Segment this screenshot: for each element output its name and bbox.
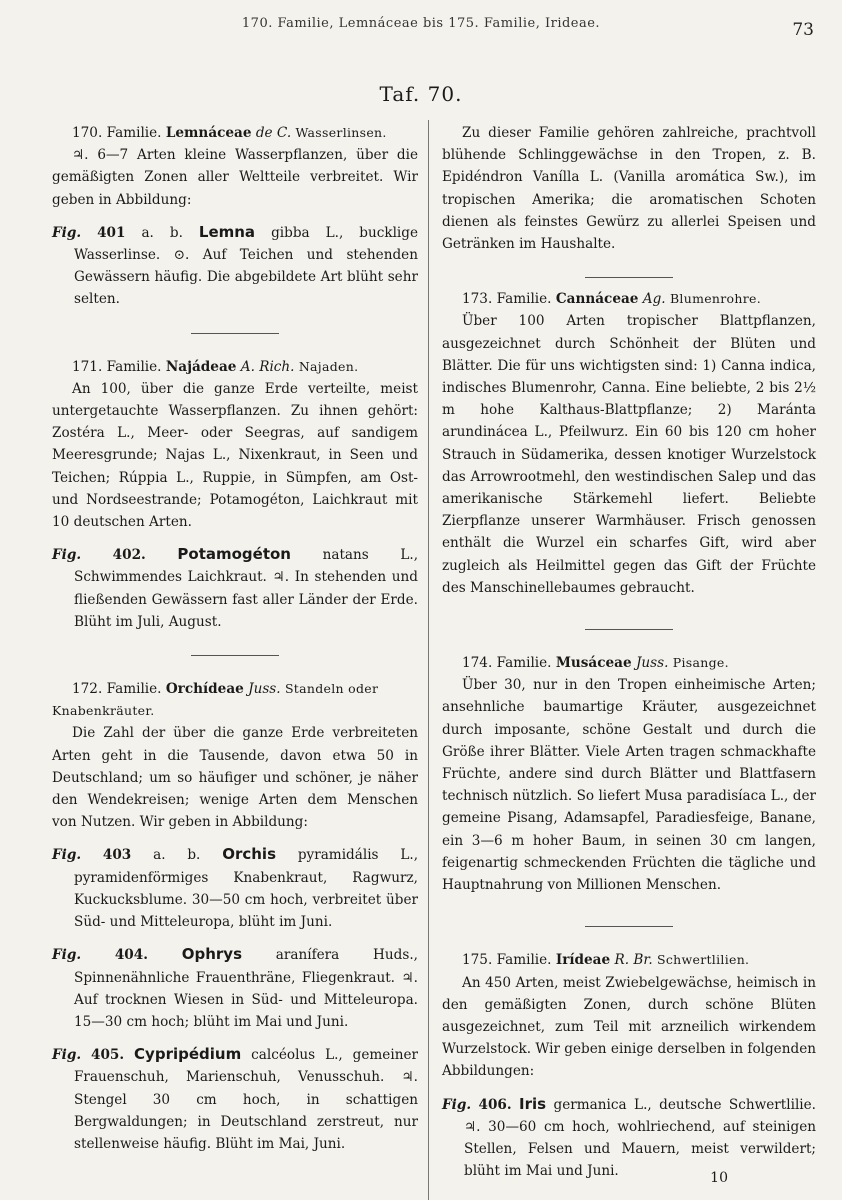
figure-text: natans L., Schwimmendes Laichkraut. ♃. In stehenden und fließenden Gewässern fast aller Länder der Erde. Blüht im Juli, August. bbox=[74, 547, 419, 630]
figure-number: 405. bbox=[91, 1047, 125, 1064]
figure-number: 404. bbox=[114, 947, 148, 964]
figure-number: 403 bbox=[102, 847, 132, 864]
figure-entry-406 bbox=[442, 1093, 816, 1183]
family-latin-name: Cannáceae bbox=[555, 291, 639, 308]
family-heading bbox=[442, 288, 816, 310]
family-author: R. Br. bbox=[614, 952, 653, 969]
family-171 bbox=[52, 356, 418, 633]
figure-entry-401 bbox=[52, 221, 418, 311]
family-common-name: Blumenrohre. bbox=[669, 291, 761, 307]
figure-genus: Potamogéton bbox=[177, 545, 291, 564]
family-170 bbox=[52, 122, 418, 311]
column-divider bbox=[428, 120, 429, 1200]
family-173 bbox=[442, 288, 816, 599]
family-text: Über 30, nur in den Tropen einheimische Arten; ansehnliche baumartige Kräuter, ausgezeichnet durch imposante, schöne Gestalt und durch die Größe ihrer Blätter. Viele Arten tragen schmackhafte Früchte, andere sind durch Blätter und Blattfasern technisch nützlich. So liefert Musa paradisíaca L., der gemeine Pisang, Adamsapfel, Paradiesfeige, Banane, ein 3—6 m hoher Baum, in seinen 30 cm langen, feigenartig schmeckenden Früchten die tägliche und Hauptnahrung von Millionen Menschen. bbox=[442, 677, 816, 894]
figure-sub: a. b. bbox=[153, 847, 201, 864]
figure-entry-405 bbox=[52, 1043, 418, 1155]
family-heading bbox=[52, 122, 418, 144]
family-author: de C. bbox=[255, 125, 292, 141]
figure-number: 406. bbox=[478, 1096, 512, 1113]
figure-genus: Iris bbox=[519, 1094, 547, 1113]
family-author: Juss. bbox=[635, 655, 669, 672]
family-latin-name: Lemnáceae bbox=[165, 125, 252, 141]
family-intro: Die Zahl der über die ganze Erde verbreiteten Arten geht in die Tausende, davon etwa 50 in Deutschland; um so häufiger und schöner, je näher den Wendekreisen; wenige Arten dem Menschen von Nutzen. Wir geben in Abbildung: bbox=[52, 725, 418, 831]
figure-genus: Ophrys bbox=[181, 945, 243, 964]
page-number: 73 bbox=[792, 20, 814, 40]
family-number: 171. Familie. bbox=[72, 358, 162, 375]
family-number: 172. Familie. bbox=[72, 681, 162, 698]
family-heading bbox=[52, 678, 418, 722]
family-172-continuation: Zu dieser Familie gehören zahlreiche, prachtvoll blühende Schlinggewächse in den Tropen, z. B. Epidéndron Vanílla L. (Vanilla aromática Sw.), im tropischen Amerika; die aromatischen Schoten dienen als feinstes Gewürz zu allerlei Speisen und Getränken im Haushalte. bbox=[442, 125, 816, 253]
figure-text: calcéolus L., gemeiner Frauenschuh, Marienschuh, Venusschuh. ♃. Stengel 30 cm hoch, in schattigen Bergwaldungen; in Deutschland zerstreut, nur stellenweise häufig. Blüht im Mai, Juni. bbox=[74, 1047, 418, 1152]
family-text: Über 100 Arten tropischer Blattpflanzen, ausgezeichnet durch Schönheit der Blüten und Blätter. Die für uns wichtigsten sind: 1) Canna indica, indisches Blumenrohr, Canna. Eine beliebte, 2 bis 2½ m hohe Kalthaus-Blattpflanze; 2) Maránta arundinácea L., Pfeilwurz. Ein 60 bis 120 cm hoher Strauch in Südamerika, dessen knotiger Wurzelstock das Arrowrootmehl, den westindischen Salep und das amerikanische Stärkemehl liefert. Beliebte Zierpflanze unserer Warmhäuser. Frisch genossen enthält die Wurzel ein scharfes Gift, wird aber zugleich als Heilmittel gegen das Gift der Früchte des Manschinellebaumes gebraucht. bbox=[442, 313, 816, 596]
family-common-name: Standeln oder Knabenkräuter. bbox=[52, 681, 379, 719]
figure-label: Fig. bbox=[52, 847, 82, 864]
family-heading bbox=[442, 652, 816, 674]
sheet-number: 10 bbox=[710, 1170, 728, 1186]
left-column bbox=[52, 122, 418, 1180]
figure-entry-403 bbox=[52, 843, 418, 933]
family-172 bbox=[52, 678, 418, 1155]
right-column bbox=[442, 122, 816, 1180]
figure-number: 401 bbox=[97, 224, 126, 241]
figure-entry-404 bbox=[52, 943, 418, 1033]
family-latin-name: Najádeae bbox=[165, 358, 237, 375]
figure-text: gibba L., bucklige Wasserlinse. ⊙. Auf Teichen und stehenden Gewässern häufig. Die abgebildete Art blüht sehr selten. bbox=[74, 224, 419, 308]
family-intro: ♃. 6—7 Arten kleine Wasserpflanzen, über die gemäßigten Zonen aller Weltteile verbreitet. Wir geben in Abbildung: bbox=[52, 147, 418, 208]
family-intro: An 450 Arten, meist Zwiebelgewächse, heimisch in den gemäßigten Zonen, durch schöne Blüten ausgezeichnet, zum Teil mit arzneilich wirkendem Wurzelstock. Wir geben einige derselben in folgenden Abbildungen: bbox=[442, 974, 816, 1080]
family-common-name: Najaden. bbox=[298, 358, 359, 374]
figure-label: Fig. bbox=[52, 947, 82, 964]
family-common-name: Schwertlilien. bbox=[657, 952, 750, 968]
figure-genus: Lemna bbox=[198, 222, 256, 241]
figure-label: Fig. bbox=[52, 1047, 82, 1064]
figure-text: germanica L., deutsche Schwertlilie. ♃. 30—60 cm hoch, wohlriechend, auf steinigen Stellen, Felsen und Mauern, meist verwildert; blüht im Mai und Juni. bbox=[464, 1096, 816, 1180]
figure-label: Fig. bbox=[442, 1096, 472, 1113]
family-heading bbox=[52, 356, 418, 378]
family-author: A. Rich. bbox=[240, 358, 295, 375]
plate-title: Taf. 70. bbox=[379, 82, 463, 106]
figure-sub: a. b. bbox=[141, 224, 183, 241]
family-intro: An 100, über die ganze Erde verteilte, meist untergetauchte Wasserpflanzen. Zu ihnen gehört: Zostéra L., Meer- oder Seegras, auf sandigem Meeresgrunde; Najas L., Nixenkraut, in Seen und Teichen; Rúppia L., Ruppie, in Sümpfen, am Ost- und Nordseestrande; Potamogéton, Laichkraut mit 10 deutschen Arten. bbox=[52, 380, 418, 531]
family-number: 170. Familie. bbox=[72, 125, 162, 141]
family-author: Ag. bbox=[642, 291, 666, 308]
family-latin-name: Musáceae bbox=[555, 655, 632, 672]
family-common-name: Pisange. bbox=[672, 655, 729, 671]
family-number: 175. Familie. bbox=[462, 952, 552, 969]
figure-text: aranífera Huds., Spinnenähnliche Frauenthräne, Fliegenkraut. ♃. Auf trocknen Wiesen in Süd- und Mitteleuropa. 15—30 cm hoch; blüht im Mai und Juni. bbox=[74, 947, 418, 1030]
family-number: 173. Familie. bbox=[462, 291, 552, 308]
family-common-name: Wasserlinsen. bbox=[295, 125, 387, 140]
family-latin-name: Irídeae bbox=[555, 952, 611, 969]
family-latin-name: Orchídeae bbox=[165, 681, 244, 698]
figure-label: Fig. bbox=[52, 224, 82, 241]
running-head: 170. Familie, Lemnáceae bis 175. Familie, Irideae. bbox=[241, 16, 601, 31]
figure-text: pyramidális L., pyramidenförmiges Knabenkraut, Ragwurz, Kuckucksblume. 30—50 cm hoch, verbreitet über Süd- und Mitteleuropa, blüht im Juni. bbox=[74, 847, 419, 931]
figure-label: Fig. bbox=[52, 547, 82, 564]
figure-genus: Orchis bbox=[222, 845, 276, 864]
family-author: Juss. bbox=[248, 681, 281, 698]
figure-genus: Cypripédium bbox=[134, 1045, 242, 1064]
figure-entry-402 bbox=[52, 543, 418, 633]
family-heading bbox=[442, 949, 816, 971]
family-174 bbox=[442, 652, 816, 896]
family-number: 174. Familie. bbox=[462, 655, 552, 672]
family-175 bbox=[442, 949, 816, 1182]
figure-number: 402. bbox=[112, 547, 146, 564]
